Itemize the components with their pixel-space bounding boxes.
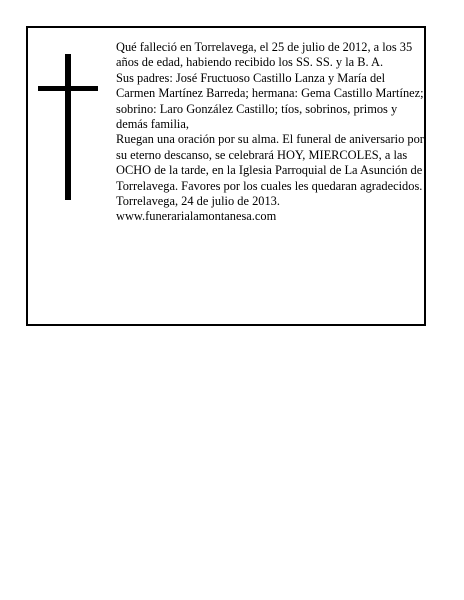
obituary-notice	[26, 26, 426, 326]
cross-vertical-bar	[65, 54, 71, 200]
death-announcement: Qué falleció en Torrelavega, el 25 de julio de 2012, a los 35 años de edad, habiendo recibido los SS. SS. y la B. A.	[116, 40, 413, 70]
place-date: Torrelavega, 24 de julio de 2013.	[116, 194, 280, 209]
cross-icon	[38, 54, 98, 200]
cross-horizontal-bar	[38, 86, 98, 91]
family-list: Sus padres: José Fructuoso Castillo Lanza y María del Carmen Martínez Barreda; hermana: Gema Castillo Martínez; sobrino: Laro González Castillo; tíos, sobrinos, primos y demás familia,	[116, 70, 424, 132]
funeral-details: Ruegan una oración por su alma. El funeral de aniversario por su eterno descanso, se celebrará HOY, MIERCOLES, a las OCHO de la tarde, en la Iglesia Parroquial de La Asunción de Torrelavega. Favores por los cuales les quedaran agradecidos.	[116, 132, 424, 193]
notice-text	[116, 40, 426, 225]
funeral-home-website: www.funerarialamontanesa.com	[116, 209, 277, 224]
